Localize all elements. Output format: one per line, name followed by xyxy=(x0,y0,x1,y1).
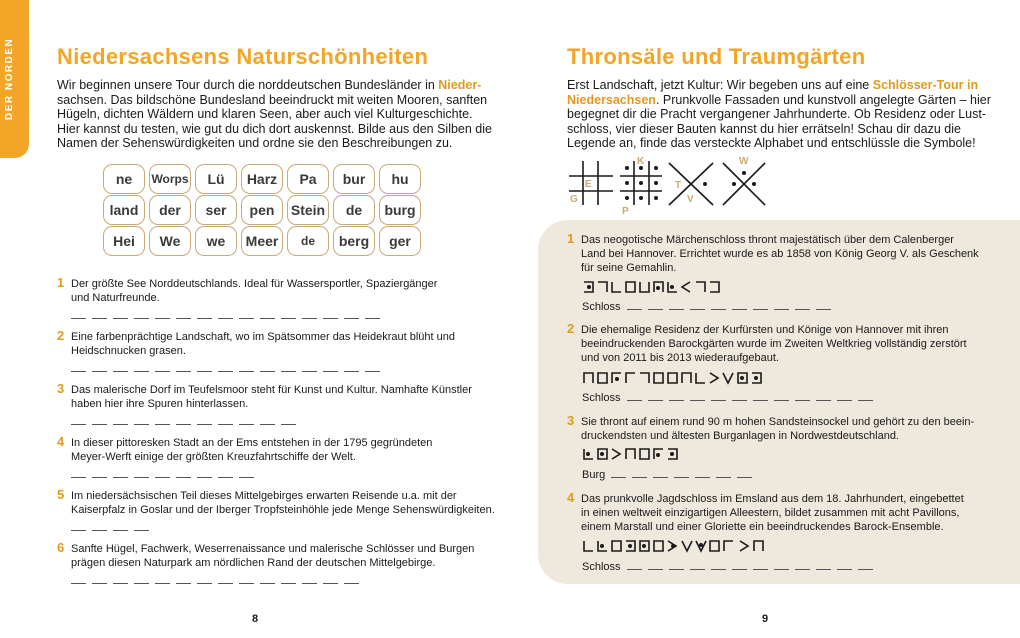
question-number: 6 xyxy=(57,540,65,555)
syllable-tile: berg xyxy=(333,226,375,256)
cipher-symbols-4 xyxy=(582,539,792,553)
syllable-tile: hu xyxy=(379,164,421,194)
cipher-symbols-3 xyxy=(582,447,712,461)
question-text: In dieser pittoresken Stadt an der Ems entstehen in der 1795 gegründeten Meyer-Werft einige der größten Kreuzfahrtschiffe der Welt. xyxy=(71,437,433,463)
syllable-tile: burg xyxy=(379,195,421,225)
question-text: Die ehemalige Residenz der Kurfürsten und Könige von Hannover mit ihren beeindruckenden Barockgärten wurde im Zweiten Weltkrieg vollständig zerstört und von 2011 bis 2013 wiederaufgebaut. xyxy=(581,324,967,364)
left-intro-line-4: Hier kannst du testen, wie gut du dich dort auskennst. Bilde aus den Silben die xyxy=(57,121,492,136)
syllable-tile: ne xyxy=(103,164,145,194)
right-intro-line-5: Legende an, finde das versteckte Alphabet und entschlüssle die Symbole! xyxy=(567,136,976,151)
legend-letter-g: G xyxy=(570,194,578,205)
syllable-tile: Meer xyxy=(241,226,283,256)
syllable-tile: Worps xyxy=(149,164,191,194)
page-number-left: 8 xyxy=(252,613,259,625)
right-page-title: Thronsäle und Traumgärten xyxy=(567,44,866,69)
legend-letter-p: P xyxy=(622,206,629,217)
syllable-tile: Stein xyxy=(287,195,329,225)
legend-letter-e: E xyxy=(585,179,592,190)
question-text: Der größte See Norddeutschlands. Ideal für Wassersportler, Spaziergänger und Naturfreunde. xyxy=(71,278,438,304)
chapter-label: DER NORDEN xyxy=(4,37,15,120)
syllable-tile: de xyxy=(287,226,329,256)
legend-letter-w: W xyxy=(739,156,749,167)
syllable-tile: pen xyxy=(241,195,283,225)
question-text: Das neogotische Märchenschloss thront majestätisch über dem Calenberger Land bei Hannover. Errichtet wurde es ab 1858 von König Georg V. als Geschenk für seine Gemahlin. xyxy=(581,234,979,274)
syllable-row-2 xyxy=(103,195,421,225)
right-intro-line-3: begegnet dir die Pracht vergangener Jahrhunderte. Ob Residenz oder Lust- xyxy=(567,107,987,122)
syllable-tile: land xyxy=(103,195,145,225)
legend-letter-v: V xyxy=(687,194,694,205)
answer-line-4[interactable]: Schloss xyxy=(582,561,873,573)
answer-line-3[interactable]: Burg xyxy=(582,469,752,481)
question-number: 2 xyxy=(567,321,575,336)
answer-blanks-1[interactable] xyxy=(71,318,380,319)
syllable-tile: bur xyxy=(333,164,375,194)
cipher-symbols-2 xyxy=(582,371,782,385)
question-text: Im niedersächsischen Teil dieses Mittelgebirges erwarten Reisende u.a. mit der Kaiserpfalz in Goslar und der Iberger Tropfsteinhöhle jede Menge Sehenswürdigkeiten. xyxy=(71,490,495,516)
legend-letter-k: K xyxy=(637,156,645,167)
syllable-tile: we xyxy=(195,226,237,256)
answer-line-2[interactable]: Schloss xyxy=(582,392,873,404)
question-text: Sanfte Hügel, Fachwerk, Weserrenaissance und malerische Schlösser und Burgen prägen diesen Naturpark am nördlichen Rand der deutschen Mittelgebirge. xyxy=(71,543,475,569)
page-number-right: 9 xyxy=(762,613,769,625)
left-page-title: Niedersachsens Naturschönheiten xyxy=(57,44,429,69)
left-intro-line-5: Namen der Sehenswürdigkeiten und ordne sie den Beschreibungen zu. xyxy=(57,136,453,151)
question-number: 1 xyxy=(57,275,65,290)
left-intro-line-3: Hügeln, dichten Wäldern und klaren Seen, aber auch viel Kulturgeschichte. xyxy=(57,107,473,122)
question-text: Das prunkvolle Jagdschloss im Emsland aus dem 18. Jahrhundert, eingebettet in einen weltweit einzigartigen Alleestern, bildet zusammen mit acht Pavillons, einem Marstall und einer Gloriette ein beeindruckendes Barock-Ensemble. xyxy=(581,493,964,533)
syllable-tile: Pa xyxy=(287,164,329,194)
answer-blanks-4[interactable] xyxy=(71,477,254,478)
question-text: Eine farbenprächtige Landschaft, wo im Spätsommer das Heidekraut blüht und Heidschnucken grasen. xyxy=(71,331,455,357)
cipher-symbols-1 xyxy=(582,280,742,294)
question-number: 5 xyxy=(57,487,65,502)
right-intro-line-4: schloss, vier dieser Bauten kannst du hier errätseln! Schau dir dazu die xyxy=(567,121,961,136)
question-number: 4 xyxy=(57,434,65,449)
question-number: 4 xyxy=(567,490,575,505)
right-intro xyxy=(567,78,1007,151)
question-number: 3 xyxy=(567,413,575,428)
right-intro-line-2: Niedersachsen. Prunkvolle Fassaden und kunstvoll angelegte Gärten – hier xyxy=(567,92,991,107)
question-number: 2 xyxy=(57,328,65,343)
answer-blanks-3[interactable] xyxy=(71,424,296,425)
chapter-side-tab xyxy=(0,0,29,158)
left-intro-line-2: sachsen. Das bildschöne Bundesland beeindruckt mit weiten Mooren, sanften xyxy=(57,92,488,107)
syllable-row-1 xyxy=(103,164,421,194)
question-text: Sie thront auf einem rund 90 m hohen Sandsteinsockel und gehört zu den beein- druckendsten und ältesten Burganlagen in Nordwestdeutschland. xyxy=(581,416,975,442)
question-text: Das malerische Dorf im Teufelsmoor steht für Kunst und Kultur. Namhafte Künstler haben hier ihre Spuren hinterlassen. xyxy=(71,384,472,410)
syllable-tile: We xyxy=(149,226,191,256)
answer-blanks-6[interactable] xyxy=(71,583,359,584)
syllable-tile: der xyxy=(149,195,191,225)
answer-blanks-2[interactable] xyxy=(71,371,380,372)
syllable-tile: Lü xyxy=(195,164,237,194)
answer-line-1[interactable]: Schloss xyxy=(582,301,831,313)
right-intro-line-1: Erst Landschaft, jetzt Kultur: Wir begeben uns auf eine Schlösser-Tour in xyxy=(567,78,979,92)
cipher-legend xyxy=(565,155,775,217)
syllable-tile: ger xyxy=(379,226,421,256)
question-number: 3 xyxy=(57,381,65,396)
syllable-tile: Harz xyxy=(241,164,283,194)
answer-blanks-5[interactable] xyxy=(71,530,149,531)
syllable-row-3 xyxy=(103,226,421,256)
syllable-tile: de xyxy=(333,195,375,225)
syllable-tile: ser xyxy=(195,195,237,225)
left-intro xyxy=(57,78,497,151)
syllable-tile: Hei xyxy=(103,226,145,256)
left-intro-line-1: Wir beginnen unsere Tour durch die norddeutschen Bundesländer in Nieder- xyxy=(57,78,482,92)
legend-letter-t: T xyxy=(675,180,682,191)
question-number: 1 xyxy=(567,231,575,246)
